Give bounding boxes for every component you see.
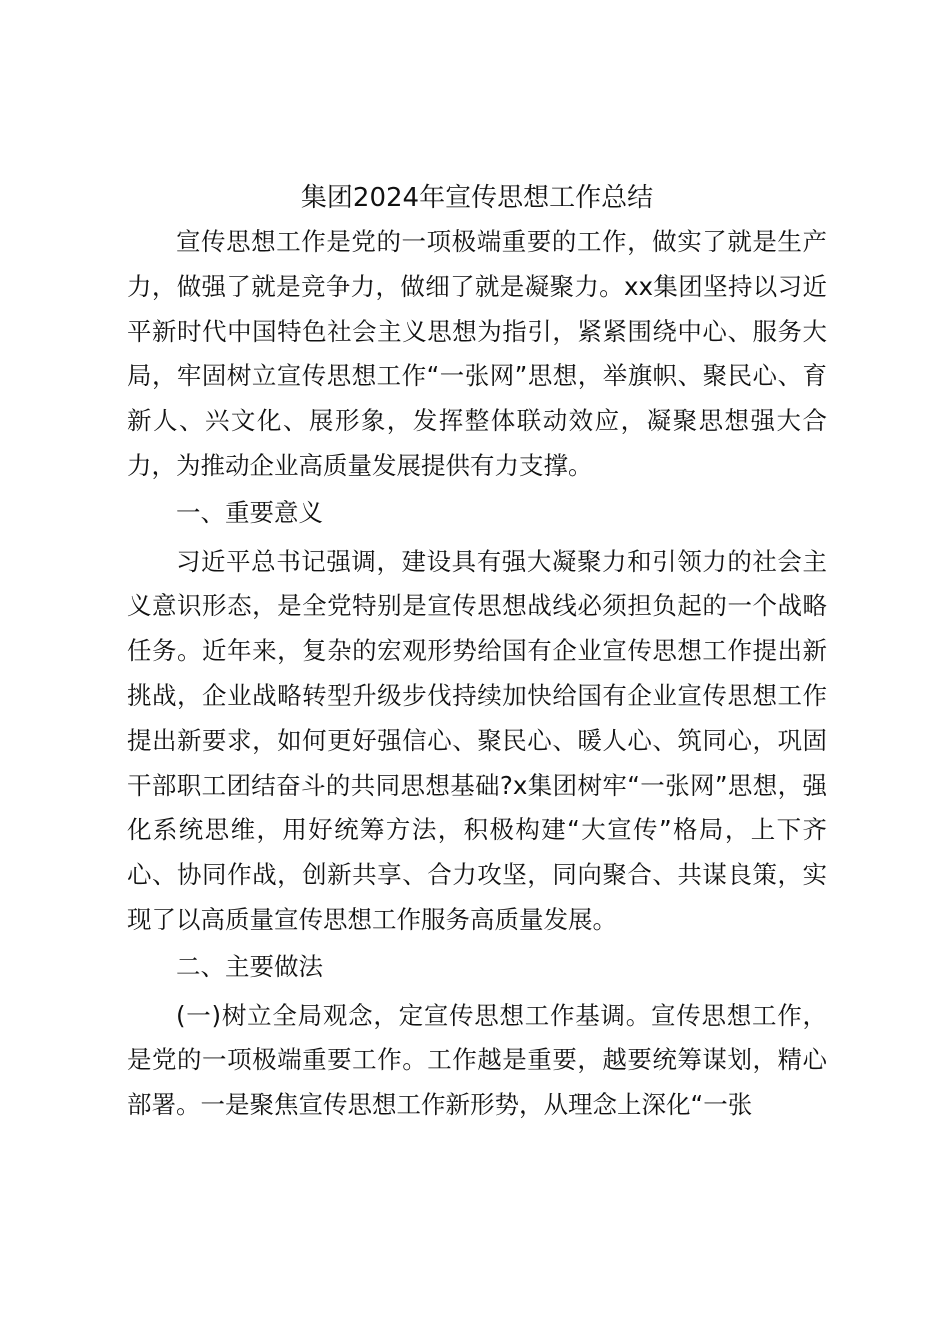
section-heading-significance: 一、重要意义 — [176, 497, 323, 527]
document-body — [127, 176, 827, 1128]
intro-paragraph: 宣传思想工作是党的一项极端重要的工作，做实了就是生产力，做强了就是竞争力，做细了就是凝聚力。xx集团坚持以习近平新时代中国特色社会主义思想为指引，紧紧围绕中心、服务大局，牢固树立宣传思想工作“一张网”思想，举旗帜、聚民心、育新人、兴文化、展形象，发挥整体联动效应，凝聚思想强大合力，为推动企业高质量发展提供有力支撑。 — [127, 227, 827, 480]
significance-paragraph: 习近平总书记强调，建设具有强大凝聚力和引领力的社会主义意识形态，是全党特别是宣传思想战线必须担负起的一个战略任务。近年来，复杂的宏观形势给国有企业宣传思想工作提出新挑战，企业战略转型升级步伐持续加快给国有企业宣传思想工作提出新要求，如何更好强信心、聚民心、暖人心、筑同心，巩固干部职工团结奋斗的共同思想基础?x集团树牢“一张网”思想，强化系统思维，用好统筹方法，积极构建“大宣传”格局，上下齐心、协同作战，创新共享、合力攻坚，同向聚合、共谋良策，实现了以高质量宣传思想工作服务高质量发展。 — [127, 546, 827, 934]
section-heading-practices: 二、主要做法 — [176, 951, 323, 981]
practices-paragraph: (一)树立全局观念，定宣传思想工作基调。宣传思想工作，是党的一项极端重要工作。工作越是重要，越要统筹谋划，精心部署。一是聚焦宣传思想工作新形势，从理念上深化“一张 — [127, 1000, 827, 1120]
document-title: 集团2024年宣传思想工作总结 — [300, 183, 654, 213]
